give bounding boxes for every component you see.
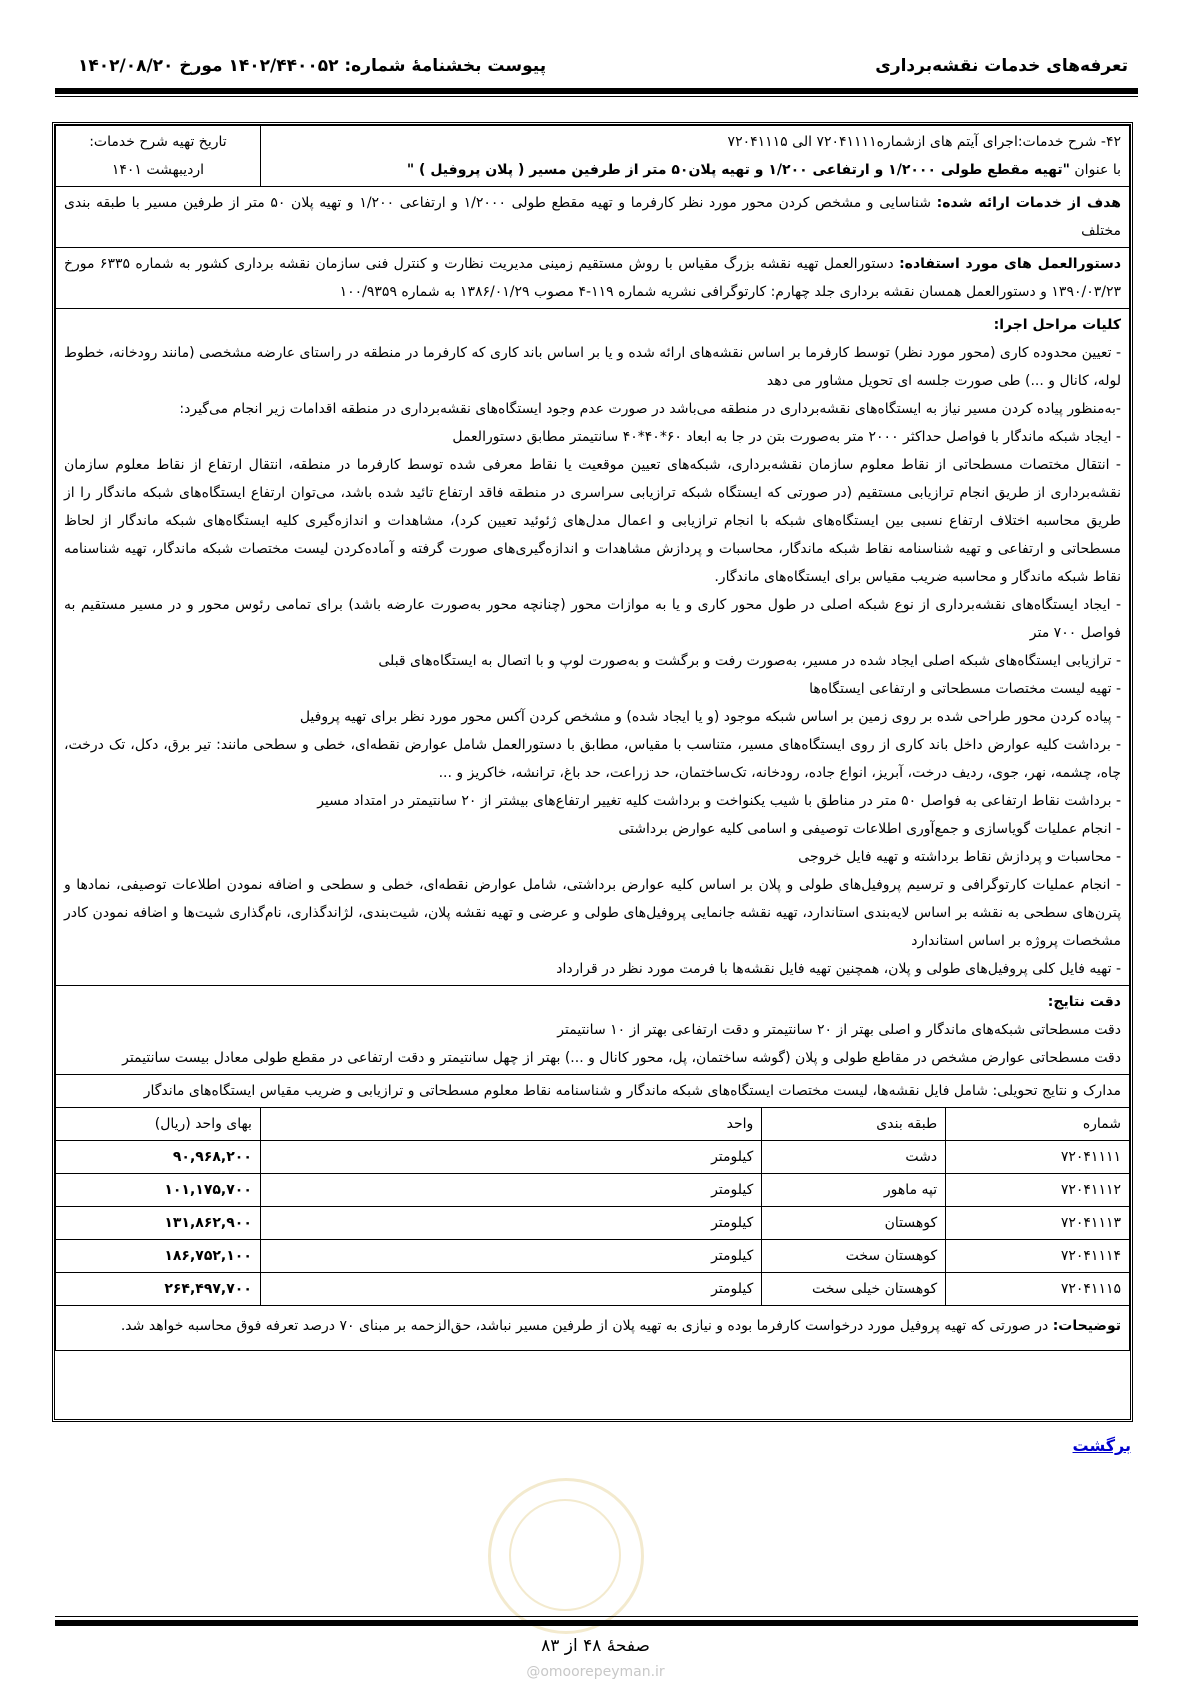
- step-item: - انجام عملیات گویاسازی و جمع‌آوری اطلاعات توصیفی و اسامی کلیه عوارض برداشتی: [618, 821, 1121, 837]
- notes-row: [56, 1306, 1130, 1351]
- item-number: ۷۲۰۴۱۱۱۲: [946, 1174, 1130, 1207]
- document-title: تعرفه‌های خدمات نقشه‌برداری: [875, 56, 1128, 76]
- item-price: ۱۰۱,۱۷۵,۷۰۰: [56, 1174, 261, 1207]
- item-number: ۷۲۰۴۱۱۱۴: [946, 1240, 1130, 1273]
- item-category: دشت: [762, 1141, 946, 1174]
- steps-label: کلیات مراحل اجرا:: [993, 317, 1121, 333]
- instructions-cell: [56, 248, 1130, 309]
- step-item: - ایجاد شبکه ماندگار با فواصل حداکثر ۲۰۰۰ متر به‌صورت بتن در جا به ابعاد ۶۰*۴۰*۴۰ سانتیمتر مطابق دستورالعمل: [452, 429, 1121, 445]
- service-table: [55, 125, 1130, 1351]
- step-item: - تهیه لیست مختصات مسطحاتی و ارتفاعی ایستگاه‌ها: [809, 681, 1121, 697]
- goal-label: هدف از خدمات ارائه شده:: [936, 195, 1121, 211]
- footer-rule-thin: [55, 1616, 1138, 1617]
- item-number: ۷۲۰۴۱۱۱۳: [946, 1207, 1130, 1240]
- price-row: [56, 1207, 1130, 1240]
- price-row: [56, 1174, 1130, 1207]
- accuracy-row: [56, 986, 1130, 1075]
- service-title: "تهیه مقطع طولی ۱/۲۰۰۰ و ارتفاعی ۱/۲۰۰ و تهیه پلان۵۰ متر از طرفین مسیر ( پلان پروفیل ) ": [406, 162, 1070, 178]
- step-item: - انجام عملیات کارتوگرافی و ترسیم پروفیل‌های طولی و پلان بر اساس کلیه عوارض برداشتی، شامل عوارض نقطه‌ای، خطی و سطحی و اضافه نمودن اطلاعات توصیفی، نمادها و پترن‌های سطحی به نقشه بر اساس لایه‌بندی استاندارد، تهیه نقشه جانمایی پروفیل‌های طولی و عرضی و تهیه نقشه پلان، شیت‌بندی، لژاندگذاری، نام‌گذاری شیت‌ها و اضافه نمودن کادر مشخصات پروژه بر اساس استاندارد: [64, 877, 1121, 949]
- price-header-unit: واحد: [260, 1108, 761, 1141]
- item-unit: کیلومتر: [260, 1240, 761, 1273]
- step-item: - محاسبات و پردازش نقاط برداشته و تهیه فایل خروجی: [798, 849, 1121, 865]
- steps-cell: [56, 309, 1130, 986]
- item-price: ۲۶۴,۴۹۷,۷۰۰: [56, 1273, 261, 1306]
- back-link[interactable]: برگشت: [1072, 1436, 1131, 1455]
- item-category: کوهستان خیلی سخت: [762, 1273, 946, 1306]
- accuracy-line: دقت مسطحاتی عوارض مشخص در مقاطع طولی و پلان (گوشه ساختمان، پل، محور کانال و ...) بهتر از چهل سانتیمتر و دقت ارتفاعی در مقطع طولی معادل بیست سانتیمتر: [122, 1050, 1121, 1066]
- site-watermark: @omoorepeyman.ir: [526, 1664, 665, 1680]
- price-header-row: [56, 1108, 1130, 1141]
- header-rule-thin: [55, 96, 1138, 97]
- watermark-seal-inner: [509, 1499, 621, 1611]
- item-unit: کیلومتر: [260, 1174, 761, 1207]
- item-number: ۷۲۰۴۱۱۱۵: [946, 1273, 1130, 1306]
- step-item: - تهیه فایل کلی پروفیل‌های طولی و پلان، همچنین تهیه فایل نقشه‌ها با فرمت مورد نظر در قرارداد: [556, 961, 1121, 977]
- accuracy-cell: [56, 986, 1130, 1075]
- item-number: ۷۲۰۴۱۱۱۱: [946, 1141, 1130, 1174]
- service-date-cell: [56, 126, 261, 187]
- service-date-label: تاریخ تهیه شرح خدمات:: [89, 134, 227, 150]
- watermark-seal-icon: [488, 1478, 644, 1634]
- service-date-value: اردیبهشت ۱۴۰۱: [111, 162, 205, 178]
- item-price: ۱۸۶,۷۵۲,۱۰۰: [56, 1240, 261, 1273]
- goal-text: شناسایی و مشخص کردن محور مورد نظر کارفرما و تهیه مقطع طولی ۱/۲۰۰۰ و ارتفاعی ۱/۲۰۰ و تهیه پلان ۵۰ متر از طرفین مسیر با طبقه بندی مختلف: [64, 195, 1121, 239]
- page-header: [78, 56, 1128, 82]
- item-category: کوهستان سخت: [762, 1240, 946, 1273]
- price-row: [56, 1273, 1130, 1306]
- notes-cell: [56, 1306, 1130, 1351]
- accuracy-label: دقت نتایج:: [1047, 994, 1121, 1010]
- service-title-row: [56, 126, 1130, 187]
- steps-row: [56, 309, 1130, 986]
- item-category: کوهستان: [762, 1207, 946, 1240]
- step-item: - برداشت نقاط ارتفاعی به فواصل ۵۰ متر در مناطق با شیب یکنواخت و برداشت کلیه تغییر ارتفاع‌های بیشتر از ۲۰ سانتیمتر در امتداد مسیر: [317, 793, 1121, 809]
- item-price: ۹۰,۹۶۸,۲۰۰: [56, 1141, 261, 1174]
- step-item: -به‌منظور پیاده کردن مسیر نیاز به ایستگاه‌های نقشه‌برداری در منطقه می‌باشد در صورت عدم وجود ایستگاه‌های نقشه‌برداری در منطقه اقدامات زیر انجام می‌گیرد:: [179, 401, 1121, 417]
- price-row: [56, 1240, 1130, 1273]
- price-header-price: بهای واحد (ریال): [56, 1108, 261, 1141]
- step-item: - تعیین محدوده کاری (محور مورد نظر) توسط کارفرما بر اساس نقشه‌های ارائه شده و یا بر اساس باند کاری که کارفرما در منطقه در راستای عارضه مشخصی (مانند رودخانه، خطوط لوله، کانال و ...) طی صورت جلسه ای تحویل مشاور می دهد: [64, 345, 1121, 389]
- header-rule-thick: [55, 88, 1138, 94]
- circular-reference: پیوست بخشنامهٔ شماره: ۱۴۰۲/۴۴۰۰۵۲ مورخ ۱۴۰۲/۰۸/۲۰: [78, 56, 547, 76]
- item-unit: کیلومتر: [260, 1273, 761, 1306]
- instructions-row: [56, 248, 1130, 309]
- page-number: صفحهٔ ۴۸ از ۸۳: [541, 1636, 650, 1656]
- instructions-label: دستورالعمل های مورد استفاده:: [899, 256, 1122, 272]
- step-item: - برداشت کلیه عوارض داخل باند کاری از روی ایستگاه‌های مسیر، متناسب با مقیاس، مطابق با دستورالعمل شامل عوارض نقطه‌ای، خطی و سطحی مانند: تیر برق، دکل، تک درخت، چاه، چشمه، نهر، جوی، ردیف درخت، آبریز، انواع جاده، رودخانه، تک‌ساختمان، حد زراعت، حد باغ، ترانشه، خاکریز و ...: [64, 737, 1121, 781]
- deliverables-row: [56, 1075, 1130, 1108]
- price-row: [56, 1141, 1130, 1174]
- item-category: تپه ماهور: [762, 1174, 946, 1207]
- notes-label: توضیحات:: [1052, 1318, 1121, 1334]
- item-unit: کیلومتر: [260, 1141, 761, 1174]
- service-title-line: [269, 156, 1121, 184]
- instructions-text: دستورالعمل تهیه نقشه بزرگ مقیاس با روش مستقیم زمینی مدیریت نظارت و کنترل فنی سازمان نقشه برداری کشور به شماره ۶۳۳۵ مورخ ۱۳۹۰/۰۳/۲۳ و دستورالعمل همسان نقشه برداری جلد چهارم: کارتوگرافی نشریه شماره ۱۱۹-۴ مصوب ۱۳۸۶/۰۱/۲۹ به شماره ۱۰۰/۹۳۵۹: [64, 256, 1121, 300]
- step-item: - ایجاد ایستگاه‌های نقشه‌برداری از نوع شبکه اصلی در طول محور کاری و یا به موازات محور (چنانچه محور به‌صورت عارضه باشد) برای تمامی رئوس محور و در مسیر مستقیم به فواصل ۷۰۰ متر: [64, 597, 1121, 641]
- goal-row: [56, 187, 1130, 248]
- service-item-range: ۴۲- شرح خدمات:اجرای آیتم های ازشماره۷۲۰۴۱۱۱۱ الی ۷۲۰۴۱۱۱۵: [727, 134, 1121, 150]
- price-header-number: شماره: [946, 1108, 1130, 1141]
- step-item: - پیاده کردن محور طراحی شده بر روی زمین بر اساس شبکه موجود (و یا ایجاد شده) و مشخص کردن آکس محور مورد نظر برای تهیه پروفیل: [299, 709, 1121, 725]
- accuracy-line: دقت مسطحاتی شبکه‌های ماندگار و اصلی بهتر از ۲۰ سانتیمتر و دقت ارتفاعی بهتر از ۱۰ سانتیمتر: [557, 1022, 1121, 1038]
- goal-cell: [56, 187, 1130, 248]
- deliverables-cell: مدارک و نتایج تحویلی: شامل فایل نقشه‌ها، لیست مختصات ایستگاه‌های شبکه ماندگار و شناسنامه نقاط معلوم مسطحاتی و ترازیابی و ضریب مقیاس ایستگاه‌های ماندگار: [56, 1075, 1130, 1108]
- step-item: - ترازیابی ایستگاه‌های شبکه اصلی ایجاد شده در مسیر، به‌صورت رفت و برگشت و به‌صورت لوپ و با اتصال به ایستگاه‌های قبلی: [378, 653, 1121, 669]
- item-price: ۱۳۱,۸۶۲,۹۰۰: [56, 1207, 261, 1240]
- service-title-prefix: با عنوان: [1069, 162, 1121, 178]
- price-header-category: طبقه بندی: [762, 1108, 946, 1141]
- footer-rule-thick: [55, 1620, 1138, 1626]
- step-item: - انتقال مختصات مسطحاتی از نقاط معلوم سازمان نقشه‌برداری، شبکه‌های تعیین موقعیت یا نقاط معرفی شده توسط کارفرما در منطقه، انتقال ارتفاع از نقاط معلوم سازمان نقشه‌برداری از طریق انجام ترازیابی مستقیم (در صورتی که ایستگاه شبکه ترازیابی سراسری در منطقه فاقد ارتفاع تائید شده باشد، می‌توان ارتفاع ایستگاه‌های شبکه ماندگار را از طریق محاسبه اختلاف ارتفاع نسبی بین ایستگاه‌های شبکه با انجام ترازیابی و اعمال مدل‌های ژئوئید تعیین کرد)، مشاهدات و اندازه‌گیری کلیه ایستگاه‌های شبکه ماندگار از لحاظ مسطحاتی و ارتفاعی و تهیه شناسنامه نقاط شبکه ماندگار، محاسبات و پردازش مشاهدات و اندازه‌گیری‌های صورت گرفته و آماده‌کردن لیست مختصات شبکه ماندگار، تهیه شناسنامه نقاط شبکه ماندگار و محاسبه ضریب مقیاس برای ایستگاه‌های ماندگار.: [64, 457, 1121, 585]
- item-unit: کیلومتر: [260, 1207, 761, 1240]
- service-title-cell: [260, 126, 1129, 187]
- notes-text: در صورتی که تهیه پروفیل مورد درخواست کارفرما بوده و نیازی به تهیه پلان از طرفین مسیر نباشد، حق‌الزحمه بر مبنای ۷۰ درصد تعرفه فوق محاسبه خواهد شد.: [120, 1318, 1053, 1334]
